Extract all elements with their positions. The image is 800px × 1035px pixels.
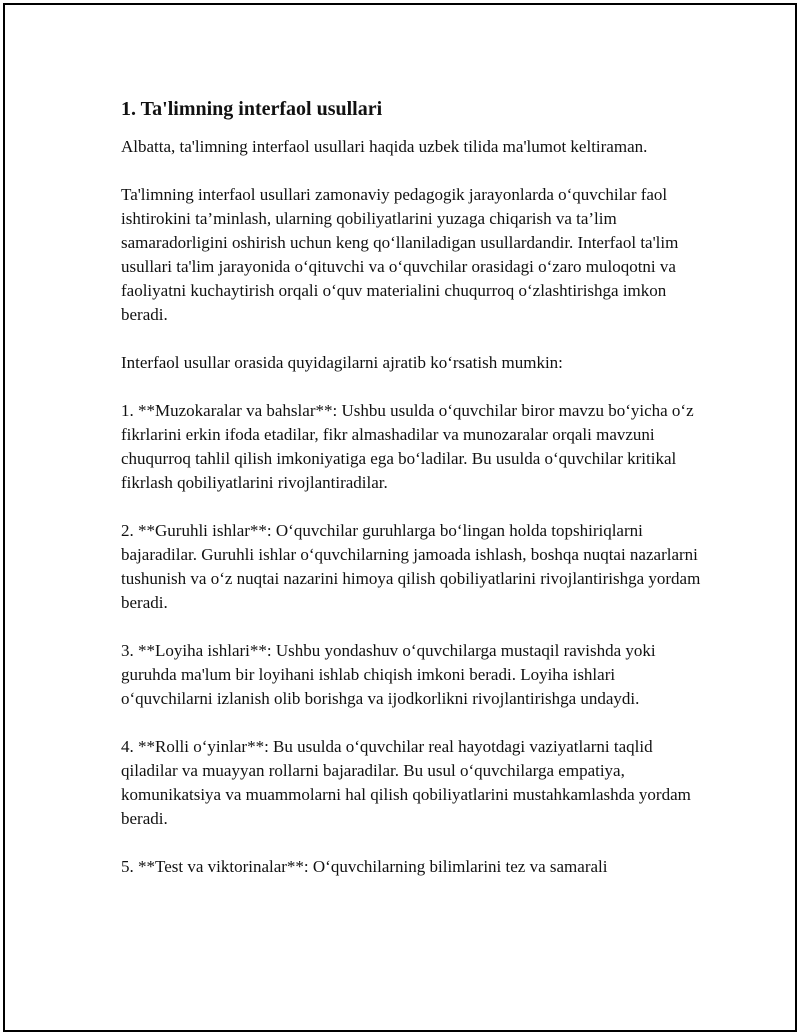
overview-paragraph: Ta'limning interfaol usullari zamonaviy pedagogik jarayonlarda o‘quvchilar faol ishtirokini ta’minlash, ularning qobiliyatlarini yuzaga chiqarish va ta’lim samaradorligini oshirish uchun keng qo‘llaniladigan usullardandir. Interfaol ta'lim usullari ta'lim jarayonida o‘qituvchi va o‘quvchilar orasidagi o‘zaro muloqotni va faoliyatni kuchaytirish orqali o‘quv materialini chuqurroq o‘zlashtirishga imkon beradi. — [121, 185, 679, 324]
document-title: 1. Ta'limning interfaol usullari — [121, 98, 383, 120]
list-item-rolli-oyinlar: 4. **Rolli o‘yinlar**: Bu usulda o‘quvchilar real hayotdagi vaziyatlarni taqlid qiladilar va muayyan rollarni bajaradilar. Bu usul o‘quvchilarga empatiya, komunikatsiya va muammolarni hal qilish qobiliyatlarini mustahkamlashda yordam beradi. — [121, 737, 691, 828]
list-item-loyiha-ishlari: 3. **Loyiha ishlari**: Ushbu yondashuv o‘quvchilarga mustaqil ravishda yoki guruhda ma'lum bir loyihani ishlab chiqish imkoni beradi. Loyiha ishlari o‘quvchilarni izlanish olib borishga va ijodkorlikni rivojlantirishga undaydi. — [121, 641, 656, 708]
list-intro-paragraph: Interfaol usullar orasida quyidagilarni ajratib ko‘rsatish mumkin: — [121, 353, 563, 372]
list-item-test-viktorinalar: 5. **Test va viktorinalar**: O‘quvchilarning bilimlarini tez va samarali — [121, 857, 608, 876]
document-body — [121, 97, 701, 903]
page-frame — [3, 3, 797, 1032]
list-item-muzokaralar: 1. **Muzokaralar va bahslar**: Ushbu usulda o‘quvchilar biror mavzu bo‘yicha o‘z fikrlarini erkin ifoda etadilar, fikr almashadilar va munozaralar orqali mavzuni chuqurroq tahlil qilish imkoniyatiga ega bo‘ladilar. Bu usulda o‘quvchilar kritikal fikrlash qobiliyatlarini rivojlantiradilar. — [121, 401, 694, 492]
intro-paragraph: Albatta, ta'limning interfaol usullari haqida uzbek tilida ma'lumot keltiraman. — [121, 137, 648, 156]
list-item-guruhli-ishlar: 2. **Guruhli ishlar**: O‘quvchilar guruhlarga bo‘lingan holda topshiriqlarni bajaradilar. Guruhli ishlar o‘quvchilarning jamoada ishlash, boshqa nuqtai nazarlarni tushunish va o‘z nuqtai nazarini himoya qilish qobiliyatlarini rivojlantirishga yordam beradi. — [121, 521, 701, 612]
